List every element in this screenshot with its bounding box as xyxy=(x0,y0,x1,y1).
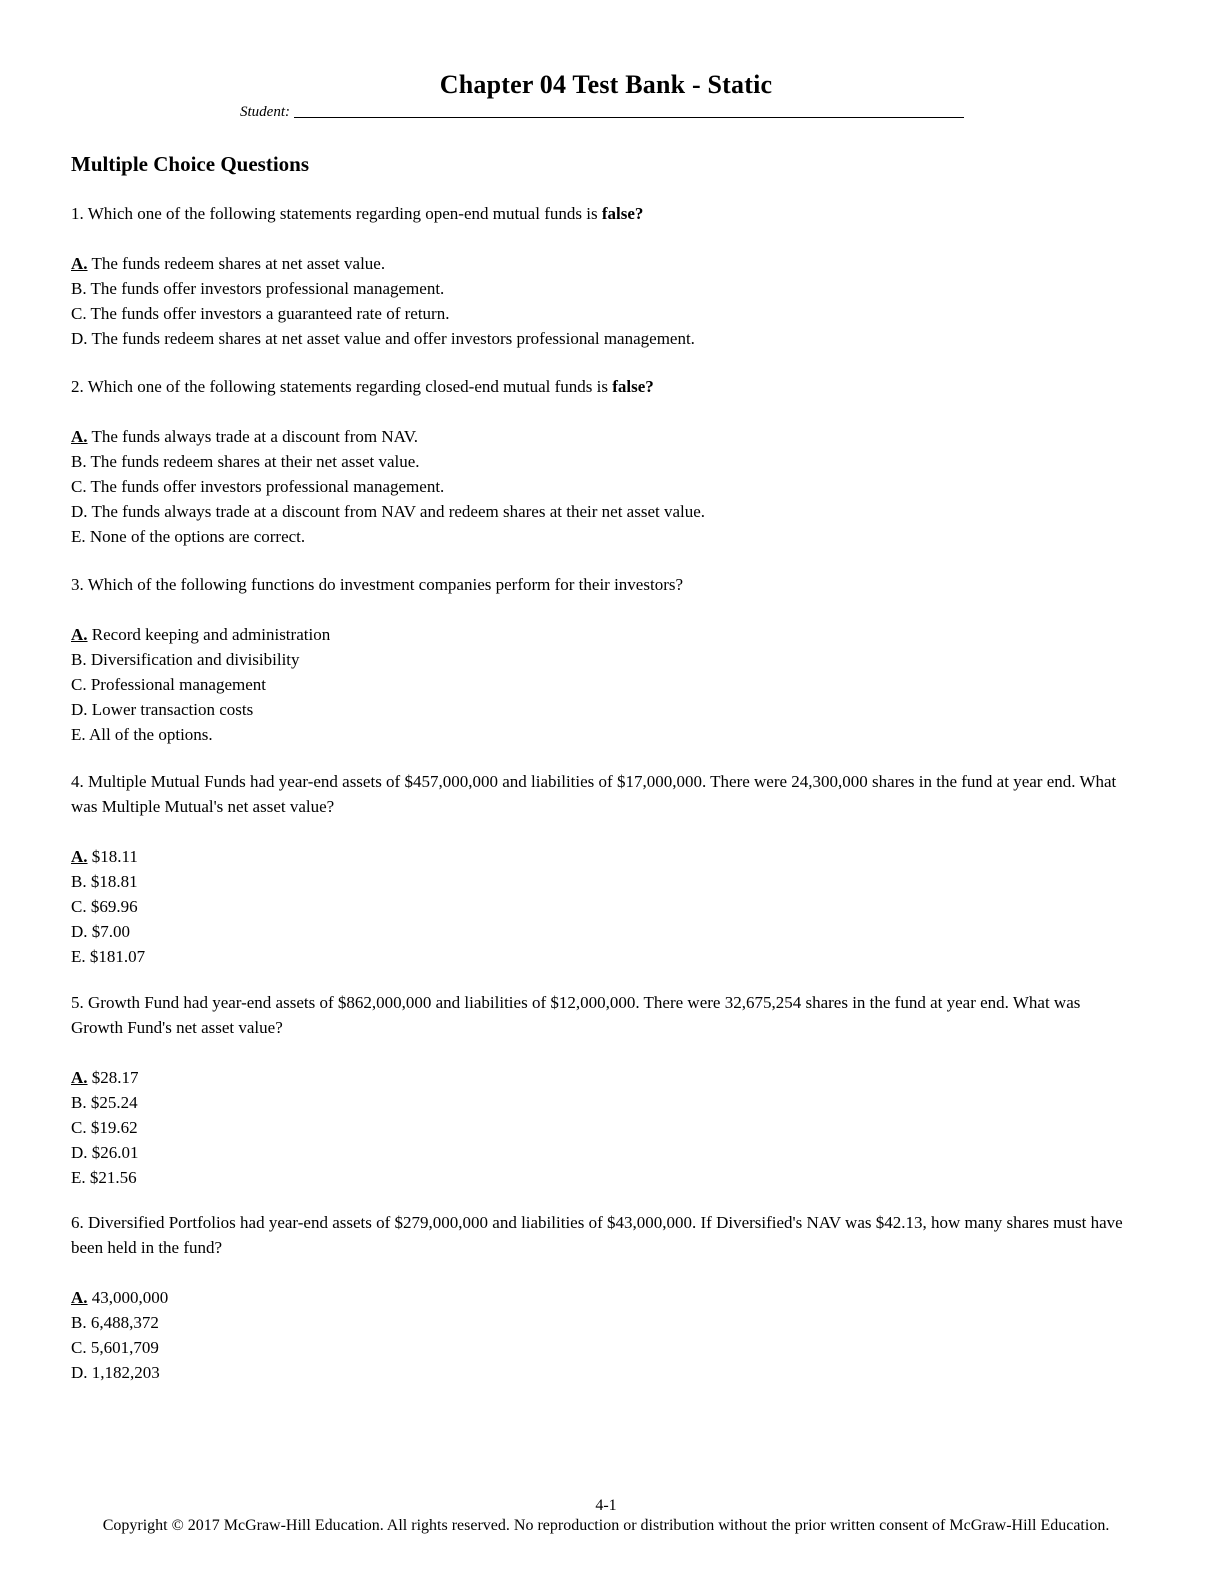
section-heading: Multiple Choice Questions xyxy=(71,152,310,176)
option-letter: E. xyxy=(71,1168,86,1187)
answer-option-e xyxy=(71,1165,1136,1190)
answer-option-b xyxy=(71,647,1136,672)
answer-option-c xyxy=(71,672,1136,697)
option-letter: D. xyxy=(71,1363,88,1382)
question-2 xyxy=(71,374,1136,549)
option-text: $28.17 xyxy=(91,1068,139,1087)
option-text: The funds always trade at a discount from NAV and redeem shares at their net asset value. xyxy=(91,502,706,521)
option-text: 43,000,000 xyxy=(91,1288,169,1307)
option-text: The funds offer investors professional management. xyxy=(90,477,445,496)
option-text: Lower transaction costs xyxy=(91,700,254,719)
answer-option-b xyxy=(71,449,1136,474)
question-emphasis: false? xyxy=(601,204,644,223)
answer-option-d xyxy=(71,919,1136,944)
option-letter: C. xyxy=(71,897,87,916)
option-text: $25.24 xyxy=(90,1093,138,1112)
option-letter: B. xyxy=(71,279,87,298)
option-letter: D. xyxy=(71,502,88,521)
answer-option-c xyxy=(71,1335,1136,1360)
option-text: $7.00 xyxy=(91,922,131,941)
answer-option-c xyxy=(71,474,1136,499)
option-text: $21.56 xyxy=(89,1168,137,1187)
question-stem: 5. Growth Fund had year-end assets of $862,000,000 and liabilities of $12,000,000. There were 32,675,254 shares in the fund at year end. What was Growth Fund's net asset value? xyxy=(71,993,1081,1037)
option-letter: E. xyxy=(71,947,86,966)
answer-option-e xyxy=(71,722,1136,747)
answer-option-c xyxy=(71,1115,1136,1140)
option-text: $18.81 xyxy=(90,872,138,891)
option-text: None of the options are correct. xyxy=(89,527,306,546)
question-1 xyxy=(71,201,1136,351)
answer-option-b xyxy=(71,276,1136,301)
option-letter: C. xyxy=(71,675,87,694)
option-letter: B. xyxy=(71,1093,87,1112)
student-name-line xyxy=(240,104,964,121)
correct-answer-marker: A. xyxy=(71,625,88,644)
copyright-notice: Copyright © 2017 McGraw-Hill Education. All rights reserved. No reproduction or distribution without the prior written consent of McGraw-Hill Education. xyxy=(102,1517,1110,1534)
option-text: $26.01 xyxy=(91,1143,139,1162)
answer-option-b xyxy=(71,1090,1136,1115)
option-text: Record keeping and administration xyxy=(91,625,331,644)
answer-option-a xyxy=(71,1065,1136,1090)
option-letter: C. xyxy=(71,1338,87,1357)
option-letter: C. xyxy=(71,477,87,496)
correct-answer-marker: A. xyxy=(71,254,88,273)
option-letter: D. xyxy=(71,1143,88,1162)
option-text: 5,601,709 xyxy=(90,1338,159,1357)
answer-option-d xyxy=(71,697,1136,722)
option-text: The funds offer investors professional management. xyxy=(90,279,445,298)
correct-answer-marker: A. xyxy=(71,1288,88,1307)
answer-option-a xyxy=(71,251,1136,276)
answer-option-c xyxy=(71,894,1136,919)
correct-answer-marker: A. xyxy=(71,847,88,866)
question-stem xyxy=(71,201,1136,226)
option-letter: E. xyxy=(71,725,86,744)
question-stem xyxy=(71,374,1136,399)
answer-option-a xyxy=(71,424,1136,449)
question-3 xyxy=(71,572,1136,747)
option-text: The funds redeem shares at their net asset value. xyxy=(90,452,420,471)
option-letter: C. xyxy=(71,1118,87,1137)
student-label: Student: xyxy=(240,104,290,120)
option-text: The funds redeem shares at net asset value and offer investors professional management. xyxy=(91,329,695,348)
question-stem xyxy=(71,572,1136,597)
option-text: Professional management xyxy=(90,675,266,694)
option-letter: D. xyxy=(71,700,88,719)
option-letter: C. xyxy=(71,304,87,323)
answer-option-a xyxy=(71,1285,1136,1310)
question-stem: 4. Multiple Mutual Funds had year-end assets of $457,000,000 and liabilities of $17,000,000. There were 24,300,000 shares in the fund at year end. What was Multiple Mutual's net asset value? xyxy=(71,772,1117,816)
answer-option-d xyxy=(71,326,1136,351)
question-5 xyxy=(71,990,1136,1190)
option-text: The funds offer investors a guaranteed rate of return. xyxy=(90,304,450,323)
option-text: $19.62 xyxy=(90,1118,138,1137)
answer-option-d xyxy=(71,499,1136,524)
question-text: 3. Which of the following functions do investment companies perform for their investors? xyxy=(71,575,684,594)
answer-option-c xyxy=(71,301,1136,326)
correct-answer-marker: A. xyxy=(71,1068,88,1087)
question-text: 1. Which one of the following statements regarding open-end mutual funds is xyxy=(71,204,598,223)
option-text: 1,182,203 xyxy=(91,1363,160,1382)
question-text: 2. Which one of the following statements regarding closed-end mutual funds is xyxy=(71,377,608,396)
option-letter: B. xyxy=(71,1313,87,1332)
student-name-blank xyxy=(294,116,964,118)
answer-option-b xyxy=(71,1310,1136,1335)
answer-option-e xyxy=(71,944,1136,969)
question-6 xyxy=(71,1210,1136,1385)
question-4 xyxy=(71,769,1136,969)
option-letter: B. xyxy=(71,452,87,471)
answer-option-d xyxy=(71,1140,1136,1165)
answer-option-a xyxy=(71,622,1136,647)
answer-option-d xyxy=(71,1360,1136,1385)
option-text: The funds always trade at a discount from NAV. xyxy=(91,427,419,446)
option-text: The funds redeem shares at net asset value. xyxy=(91,254,386,273)
option-text: All of the options. xyxy=(88,725,213,744)
answer-option-e xyxy=(71,524,1136,549)
option-text: $181.07 xyxy=(89,947,146,966)
option-text: Diversification and divisibility xyxy=(90,650,300,669)
option-text: 6,488,372 xyxy=(90,1313,159,1332)
option-text: $18.11 xyxy=(91,847,138,866)
page-number: 4-1 xyxy=(595,1497,617,1514)
answer-option-a xyxy=(71,844,1136,869)
option-letter: B. xyxy=(71,872,87,891)
question-stem: 6. Diversified Portfolios had year-end assets of $279,000,000 and liabilities of $43,000,000. If Diversified's NAV was $42.13, how many shares must have been held in the fund? xyxy=(71,1213,1123,1257)
answer-option-b xyxy=(71,869,1136,894)
option-letter: D. xyxy=(71,922,88,941)
option-text: $69.96 xyxy=(90,897,138,916)
page-title: Chapter 04 Test Bank - Static xyxy=(439,70,773,99)
option-letter: B. xyxy=(71,650,87,669)
correct-answer-marker: A. xyxy=(71,427,88,446)
option-letter: E. xyxy=(71,527,86,546)
question-emphasis: false? xyxy=(612,377,654,396)
option-letter: D. xyxy=(71,329,88,348)
